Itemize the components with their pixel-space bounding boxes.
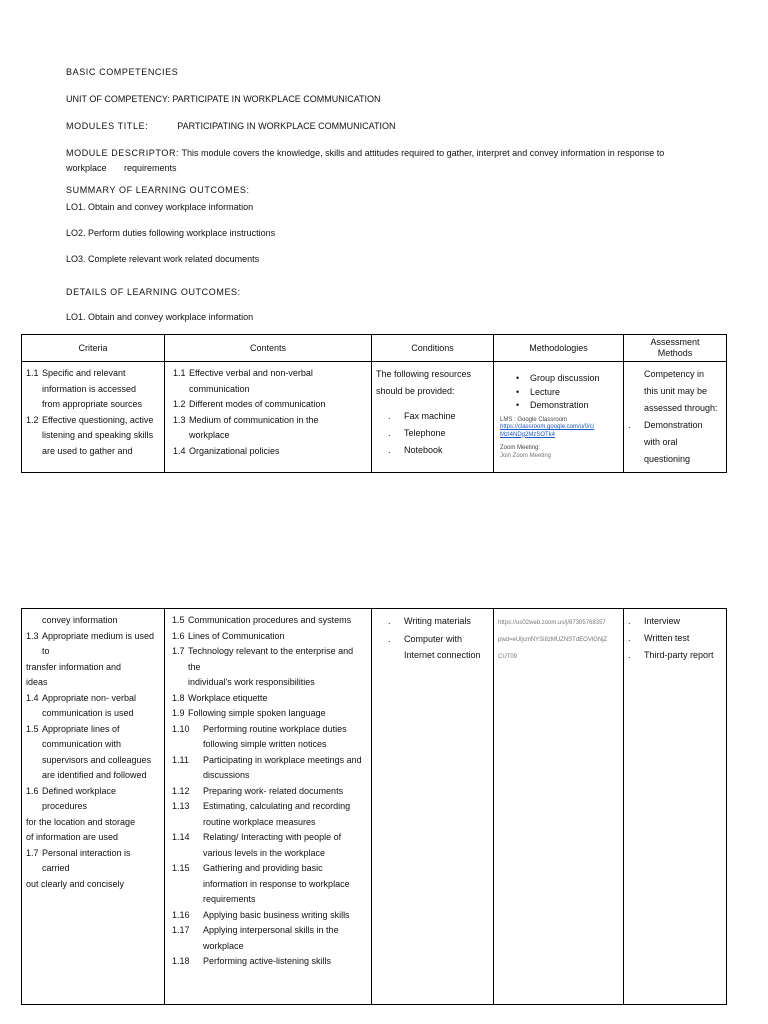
item-text: supervisors and colleagues <box>42 754 152 765</box>
bullet-dot: • <box>516 400 520 410</box>
bullet-dot: . <box>628 650 631 660</box>
criteria-item-line <box>26 784 160 800</box>
bullet-dot: . <box>628 420 631 430</box>
criteria-item-line <box>26 613 160 629</box>
item-number: 1.17 <box>172 925 190 935</box>
content-item-line <box>173 413 367 429</box>
method-item <box>500 372 619 386</box>
item-text: Lines of Communication <box>188 630 285 641</box>
content-item-line <box>172 830 367 846</box>
indent-spacer <box>26 768 42 784</box>
content-item-line <box>172 908 367 924</box>
contents-cell-2 <box>165 609 372 1005</box>
content-item <box>172 954 367 970</box>
criteria-cell-2 <box>22 609 165 1005</box>
item-number: 1.8 <box>172 692 185 703</box>
content-item <box>173 366 367 397</box>
assessment-text: Third-party report <box>644 650 714 660</box>
criteria-item <box>26 846 160 877</box>
criteria-item-line <box>26 629 160 645</box>
condition-item <box>376 425 489 442</box>
content-item-line <box>172 675 367 691</box>
lms-label: LMS : Google Classroom <box>500 416 568 423</box>
conditions-content <box>372 362 493 459</box>
item-text: workplace <box>189 430 230 440</box>
indent-spacer <box>173 382 189 398</box>
criteria-item-line <box>26 768 160 784</box>
content-item-line <box>172 846 367 862</box>
condition-item <box>376 631 489 647</box>
criteria-item-line <box>26 675 160 691</box>
conditions-cell-2 <box>372 609 494 1005</box>
item-text: information is accessed <box>42 383 137 394</box>
indent-spacer <box>26 706 42 722</box>
criteria-item <box>26 366 160 413</box>
indent-spacer <box>26 737 42 753</box>
item-number: 1.6 <box>172 630 185 641</box>
item-text: Appropriate non- verbal <box>42 692 137 703</box>
method-item <box>500 399 619 413</box>
content-item <box>172 908 367 924</box>
item-text: are used to gather and <box>42 445 133 456</box>
item-text: individual's work responsibilities <box>188 677 315 687</box>
assessment-content <box>624 362 726 468</box>
item-text: Different modes of communication <box>189 399 326 409</box>
criteria-item-line <box>26 830 160 846</box>
content-item-line <box>172 753 367 769</box>
item-number: 1.3 <box>173 414 186 425</box>
assessment-text: Demonstration <box>644 420 703 430</box>
item-text: Performing active-listening skills <box>203 956 332 966</box>
outcomes-table-2 <box>21 608 727 1005</box>
content-item <box>172 830 367 861</box>
criteria-item <box>26 691 160 722</box>
basic-competencies-heading: BASIC COMPETENCIES <box>66 67 179 77</box>
criteria-item-line <box>26 706 160 722</box>
criteria-item-line <box>26 397 160 413</box>
content-item-line <box>173 382 367 398</box>
item-number: 1.7 <box>26 847 39 858</box>
assessment-text: Interview <box>644 616 681 626</box>
assessment-line: Competency in <box>644 369 705 379</box>
indent-spacer <box>26 644 42 660</box>
assessment-list <box>628 417 722 468</box>
content-item-line <box>172 784 367 800</box>
details-heading: DETAILS OF LEARNING OUTCOMES: <box>66 287 241 297</box>
item-text: Effective questioning, active <box>42 414 154 425</box>
item-text: Workplace etiquette <box>188 692 268 703</box>
content-item <box>173 444 367 460</box>
item-number: 1.4 <box>173 445 186 456</box>
assessment-line: this unit may be <box>644 386 708 396</box>
content-item-line <box>172 722 367 738</box>
methodologies-cell-2 <box>494 609 624 1005</box>
content-item <box>172 675 367 691</box>
criteria-item-line <box>26 382 160 398</box>
contents-list-2 <box>165 609 371 970</box>
item-number: 1.16 <box>172 909 190 920</box>
item-text: from appropriate sources <box>42 399 143 409</box>
content-item-line <box>173 366 367 382</box>
item-text: information in response to workplace <box>203 878 350 889</box>
criteria-item <box>26 613 160 629</box>
header-conditions: Conditions <box>372 335 494 362</box>
zoom-join-link[interactable]: Join Zoom Meeting <box>500 452 552 459</box>
zoom-meeting-link[interactable] <box>498 615 619 666</box>
content-item <box>172 923 367 954</box>
methodologies-content <box>494 362 623 460</box>
indent-spacer <box>26 861 42 877</box>
method-text: Demonstration <box>530 400 589 410</box>
criteria-cell <box>22 362 165 473</box>
content-item <box>172 691 367 707</box>
content-item-line <box>172 768 367 784</box>
item-text: ideas <box>26 677 48 687</box>
conditions-intro-2: should be provided: <box>376 386 455 396</box>
item-text: Following simple spoken language <box>188 708 326 718</box>
criteria-item-line <box>26 444 160 460</box>
assessment-item <box>628 417 722 434</box>
condition-item <box>376 442 489 459</box>
method-text: Group discussion <box>530 373 600 383</box>
methodologies-cell <box>494 362 624 473</box>
content-item <box>173 413 367 444</box>
header-methodologies: Methodologies <box>494 335 624 362</box>
zoom-label: Zoom Meeting: <box>500 445 541 451</box>
bullet-dot: . <box>388 634 391 644</box>
content-item <box>172 799 367 830</box>
criteria-item-line <box>26 644 160 660</box>
contents-list <box>165 362 371 459</box>
item-text: listening and speaking skills <box>42 430 154 440</box>
bullet-dot: . <box>388 445 391 455</box>
content-item-line <box>172 799 367 815</box>
bullet-dot <box>628 434 644 451</box>
content-item-line <box>172 644 367 660</box>
module-descriptor-text-2: workplace requirements <box>66 163 177 173</box>
content-item-line <box>172 892 367 908</box>
content-item-line <box>172 737 367 753</box>
item-text: following simple written notices <box>203 739 327 749</box>
indent-spacer <box>172 815 203 831</box>
content-item <box>172 644 367 675</box>
item-number: 1.5 <box>26 723 39 734</box>
item-number: 1.3 <box>26 630 39 641</box>
indent-spacer <box>172 660 188 676</box>
item-text: Preparing work- related documents <box>203 785 344 796</box>
criteria-list <box>22 362 164 459</box>
item-text: communication <box>189 383 250 394</box>
indent-spacer <box>172 737 203 753</box>
criteria-item-line <box>26 428 160 444</box>
assessment-list-2 <box>624 609 726 664</box>
assessment-cell <box>624 362 727 473</box>
item-text: workplace <box>203 940 244 951</box>
module-descriptor-text: This module covers the knowledge, skills and attitudes required to gather, interpret and convey information in response to <box>181 148 665 158</box>
item-text: Personal interaction is <box>42 847 131 858</box>
item-text: Applying basic business writing skills <box>203 909 350 920</box>
assessment-item <box>628 613 722 630</box>
item-number: 1.12 <box>172 785 190 796</box>
indent-spacer <box>26 799 42 815</box>
item-number: 1.9 <box>172 708 185 718</box>
bullet-dot: • <box>516 373 520 383</box>
content-item <box>172 706 367 722</box>
criteria-item-line <box>26 413 160 429</box>
condition-text: Internet connection <box>404 650 481 660</box>
content-item-line <box>173 428 367 444</box>
zoom-link-line: CUT09 <box>498 654 518 660</box>
summary-lo3: LO3. Complete relevant work related documents <box>66 254 260 264</box>
item-text: transfer information and <box>26 661 122 672</box>
criteria-item <box>26 722 160 784</box>
criteria-item-line <box>26 660 160 676</box>
indent-spacer <box>26 428 42 444</box>
item-text: communication is used <box>42 708 134 718</box>
method-item <box>500 386 619 400</box>
criteria-item <box>26 784 160 815</box>
bullet-dot <box>388 647 404 663</box>
criteria-item-line <box>26 691 160 707</box>
summary-lo2: LO2. Perform duties following workplace instructions <box>66 228 276 238</box>
criteria-item-line <box>26 722 160 738</box>
content-item-line <box>172 954 367 970</box>
item-text: Participating in workplace meetings and <box>203 754 362 765</box>
indent-spacer <box>26 382 42 398</box>
content-item-line <box>172 939 367 955</box>
condition-text: Computer with <box>404 634 463 644</box>
methods-list <box>500 372 619 413</box>
zoom-link-block <box>494 609 623 666</box>
header-assessment-methods <box>624 335 727 362</box>
item-text: Organizational policies <box>189 445 280 456</box>
criteria-item <box>26 877 160 893</box>
conditions-list <box>376 408 489 459</box>
item-text: to <box>42 646 50 656</box>
item-number: 1.2 <box>26 414 39 425</box>
conditions-cell <box>372 362 494 473</box>
item-text: out clearly and concisely <box>26 878 125 889</box>
bullet-dot: . <box>388 428 391 438</box>
criteria-item-line <box>26 877 160 893</box>
item-number: 1.10 <box>172 723 190 734</box>
contents-cell <box>165 362 372 473</box>
indent-spacer <box>172 675 188 691</box>
item-text: convey information <box>42 615 118 625</box>
content-item-line <box>172 660 367 676</box>
item-text: carried <box>42 863 70 873</box>
bullet-dot: . <box>628 616 631 626</box>
content-item <box>172 722 367 753</box>
indent-spacer <box>172 892 203 908</box>
item-number: 1.18 <box>172 956 190 966</box>
content-item-line <box>172 815 367 831</box>
indent-spacer <box>26 613 42 629</box>
conditions-intro: The following resources <box>376 369 472 379</box>
content-item-line <box>172 923 367 939</box>
item-text: Defined workplace <box>42 785 117 796</box>
criteria-item-line <box>26 799 160 815</box>
zoom-link-line: pwd=eUljcmNYSi8zMUZNSTdEOVlGNjZ <box>498 637 608 643</box>
item-number: 1.1 <box>173 368 186 378</box>
item-text: Relating/ Interacting with people of <box>203 832 342 842</box>
bullet-dot: . <box>388 411 391 421</box>
assessment-line: assessed through: <box>644 403 718 413</box>
content-item-line <box>173 397 367 413</box>
content-item-line <box>172 877 367 893</box>
condition-text: Notebook <box>404 445 443 455</box>
item-text: the <box>188 661 201 672</box>
item-text: various levels in the workplace <box>203 847 326 858</box>
condition-text: Telephone <box>404 428 446 438</box>
modules-title <box>66 120 395 132</box>
criteria-item <box>26 660 160 691</box>
conditions-list-2 <box>372 609 493 663</box>
indent-spacer <box>172 877 203 893</box>
item-text: procedures <box>42 801 88 811</box>
item-text: Medium of communication in the <box>189 414 319 425</box>
content-item-line <box>172 706 367 722</box>
modules-title-label: MODULES TITLE: <box>66 121 149 131</box>
assessment-text: with oral <box>644 437 678 447</box>
assessment-cell-2 <box>624 609 727 1005</box>
item-number: 1.4 <box>26 692 39 703</box>
criteria-item-line <box>26 815 160 831</box>
item-text: discussions <box>203 770 250 780</box>
item-number: 1.2 <box>173 399 186 409</box>
content-item <box>172 613 367 629</box>
summary-lo1: LO1. Obtain and convey workplace information <box>66 202 254 212</box>
modules-title-value: PARTICIPATING IN WORKPLACE COMMUNICATION <box>177 121 396 131</box>
item-text: Appropriate medium is used <box>42 630 155 641</box>
indent-spacer <box>26 444 42 460</box>
content-item-line <box>172 861 367 877</box>
indent-spacer <box>26 397 42 413</box>
assessment-item <box>628 647 722 664</box>
item-text: Estimating, calculating and recording <box>203 801 351 811</box>
item-text: Specific and relevant <box>42 368 126 378</box>
content-item-line <box>172 691 367 707</box>
method-text: Lecture <box>530 386 561 397</box>
zoom-link-line: https://us02web.zoom.us/j/87305768357 <box>498 620 606 626</box>
item-text: are identified and followed <box>42 770 147 780</box>
bullet-dot: . <box>628 633 631 643</box>
assessment-item <box>628 451 722 468</box>
outcomes-table-1 <box>21 334 727 473</box>
indent-spacer <box>173 428 189 444</box>
assessment-intro <box>628 366 722 417</box>
content-item <box>172 753 367 784</box>
assessment-text: questioning <box>644 454 691 464</box>
condition-text: Fax machine <box>404 411 456 421</box>
lms-link[interactable]: https://classroom.google.com/u/0/c/ <box>500 424 595 430</box>
indent-spacer <box>172 768 203 784</box>
item-text: requirements <box>203 894 256 904</box>
content-item <box>172 861 367 908</box>
assessment-item <box>628 630 722 647</box>
module-descriptor-label: MODULE DESCRIPTOR: <box>66 148 180 158</box>
content-item <box>173 397 367 413</box>
criteria-item <box>26 815 160 846</box>
condition-item <box>376 408 489 425</box>
item-number: 1.11 <box>172 754 189 765</box>
criteria-item-line <box>26 737 160 753</box>
criteria-item-line <box>26 861 160 877</box>
content-item-line <box>173 444 367 460</box>
item-number: 1.5 <box>172 615 185 625</box>
item-number: 1.7 <box>172 646 185 656</box>
item-text: Effective verbal and non-verbal <box>189 368 313 378</box>
unit-of-competency: UNIT OF COMPETENCY: PARTICIPATE IN WORKPLACE COMMUNICATION <box>66 94 381 104</box>
item-text: of information are used <box>26 832 119 842</box>
item-number: 1.13 <box>172 801 190 811</box>
assessment-text: Written test <box>644 633 690 643</box>
criteria-item <box>26 629 160 660</box>
item-text: communication with <box>42 739 122 749</box>
item-text: routine workplace measures <box>203 816 316 827</box>
content-item-line <box>172 629 367 645</box>
summary-heading: SUMMARY OF LEARNING OUTCOMES: <box>66 185 250 195</box>
assessment-item <box>628 434 722 451</box>
criteria-list-2 <box>22 609 164 892</box>
criteria-item-line <box>26 366 160 382</box>
lms-link-2[interactable]: MzI4NDg2MzSOTk4 <box>500 431 556 438</box>
condition-text: Writing materials <box>404 616 471 626</box>
header-contents: Contents <box>165 335 372 362</box>
header-methods: Methods <box>657 348 693 358</box>
details-lo1: LO1. Obtain and convey workplace information <box>66 312 254 322</box>
criteria-item <box>26 413 160 460</box>
item-text: Communication procedures and systems <box>188 615 352 625</box>
module-descriptor <box>66 146 706 176</box>
indent-spacer <box>26 753 42 769</box>
item-number: 1.14 <box>172 832 190 842</box>
bullet-dot: . <box>388 616 391 626</box>
item-number: 1.15 <box>172 863 190 873</box>
criteria-item-line <box>26 846 160 862</box>
content-item-line <box>172 613 367 629</box>
content-item <box>172 784 367 800</box>
criteria-item-line <box>26 753 160 769</box>
item-text: Applying interpersonal skills in the <box>203 925 339 935</box>
bullet-dot <box>628 451 644 468</box>
bullet-dot: • <box>516 386 520 397</box>
item-text: Technology relevant to the enterprise and <box>188 646 354 656</box>
indent-spacer <box>172 939 203 955</box>
item-text: for the location and storage <box>26 816 136 827</box>
condition-item <box>376 613 489 629</box>
item-number: 1.1 <box>26 368 39 378</box>
indent-spacer <box>172 846 203 862</box>
item-text: Appropriate lines of <box>42 723 120 734</box>
header-assessment: Assessment <box>650 337 700 347</box>
content-item <box>172 629 367 645</box>
item-text: Performing routine workplace duties <box>203 723 347 734</box>
item-text: Gathering and providing basic <box>203 863 323 873</box>
condition-item <box>376 647 489 663</box>
header-criteria: Criteria <box>22 335 165 362</box>
item-number: 1.6 <box>26 785 39 796</box>
